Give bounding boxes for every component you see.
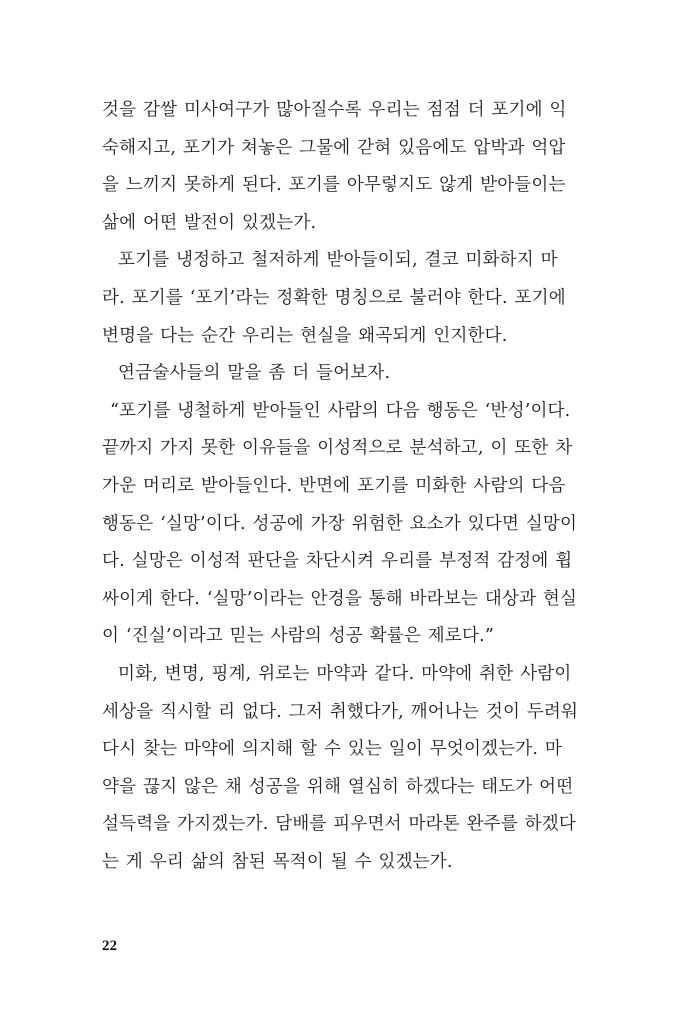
text-line: 이 ‘진실’이라고 믿는 사람의 성공 확률은 제로다.” — [102, 626, 495, 647]
text-line: 을 느끼지 못하게 된다. 포기를 아무렇지도 않게 받아들이는 — [102, 175, 566, 196]
text-line: 설득력을 가지겠는가. 담배를 피우면서 마라톤 완주를 하겠다 — [102, 814, 576, 835]
body-text — [102, 95, 579, 884]
page-number: 22 — [102, 938, 117, 954]
text-line: 삶에 어떤 발전이 있겠는가. — [102, 212, 317, 233]
text-line: 변명을 다는 순간 우리는 현실을 왜곡되게 인지한다. — [102, 325, 508, 346]
paragraph — [102, 659, 579, 885]
text-line: 미화, 변명, 핑계, 위로는 마약과 같다. 마약에 취한 사람이 — [118, 663, 572, 684]
text-line: 다시 찾는 마약에 의지해 할 수 있는 일이 무엇이겠는가. 마 — [102, 739, 563, 760]
text-line: 세상을 직시할 리 없다. 그저 취했다가, 깨어나는 것이 두려워 — [102, 701, 579, 722]
text-line: “포기를 냉철하게 받아들인 사람의 다음 행동은 ‘반성’이다. — [110, 400, 571, 421]
text-line: 다. 실망은 이성적 판단을 차단시켜 우리를 부정적 감정에 휩 — [102, 551, 573, 572]
text-line: 약을 끊지 않은 채 성공을 위해 열심히 하겠다는 태도가 어떤 — [102, 776, 574, 797]
paragraph — [102, 245, 566, 358]
text-line: 것을 감쌀 미사여구가 많아질수록 우리는 점점 더 포기에 익 — [102, 100, 567, 120]
text-line: 연금술사들의 말을 좀 더 들어보자. — [118, 363, 391, 384]
text-line: 행동은 ‘실망’이다. 성공에 가장 위험한 요소가 있다면 실망이 — [102, 513, 578, 534]
text-line: 가운 머리로 받아들인다. 반면에 포기를 미화한 사람의 다음 — [102, 475, 566, 496]
text-line: 는 게 우리 삶의 참된 목적이 될 수 있겠는가. — [102, 851, 453, 872]
text-line: 싸이게 한다. ‘실망’이라는 안경을 통해 바라보는 대상과 현실 — [102, 588, 578, 609]
text-line: 라. 포기를 ‘포기’라는 정확한 명칭으로 불러야 한다. 포기에 — [102, 287, 566, 308]
paragraph — [102, 95, 567, 245]
text-line: 포기를 냉정하고 철저하게 받아들이되, 결코 미화하지 마 — [118, 250, 558, 271]
text-line: 끝까지 가지 못한 이유들을 이성적으로 분석하고, 이 또한 차 — [102, 438, 573, 459]
text-line: 숙해지고, 포기가 쳐놓은 그물에 갇혀 있음에도 압박과 억압 — [102, 137, 566, 158]
paragraph — [102, 358, 556, 396]
quotation-paragraph — [102, 396, 578, 659]
